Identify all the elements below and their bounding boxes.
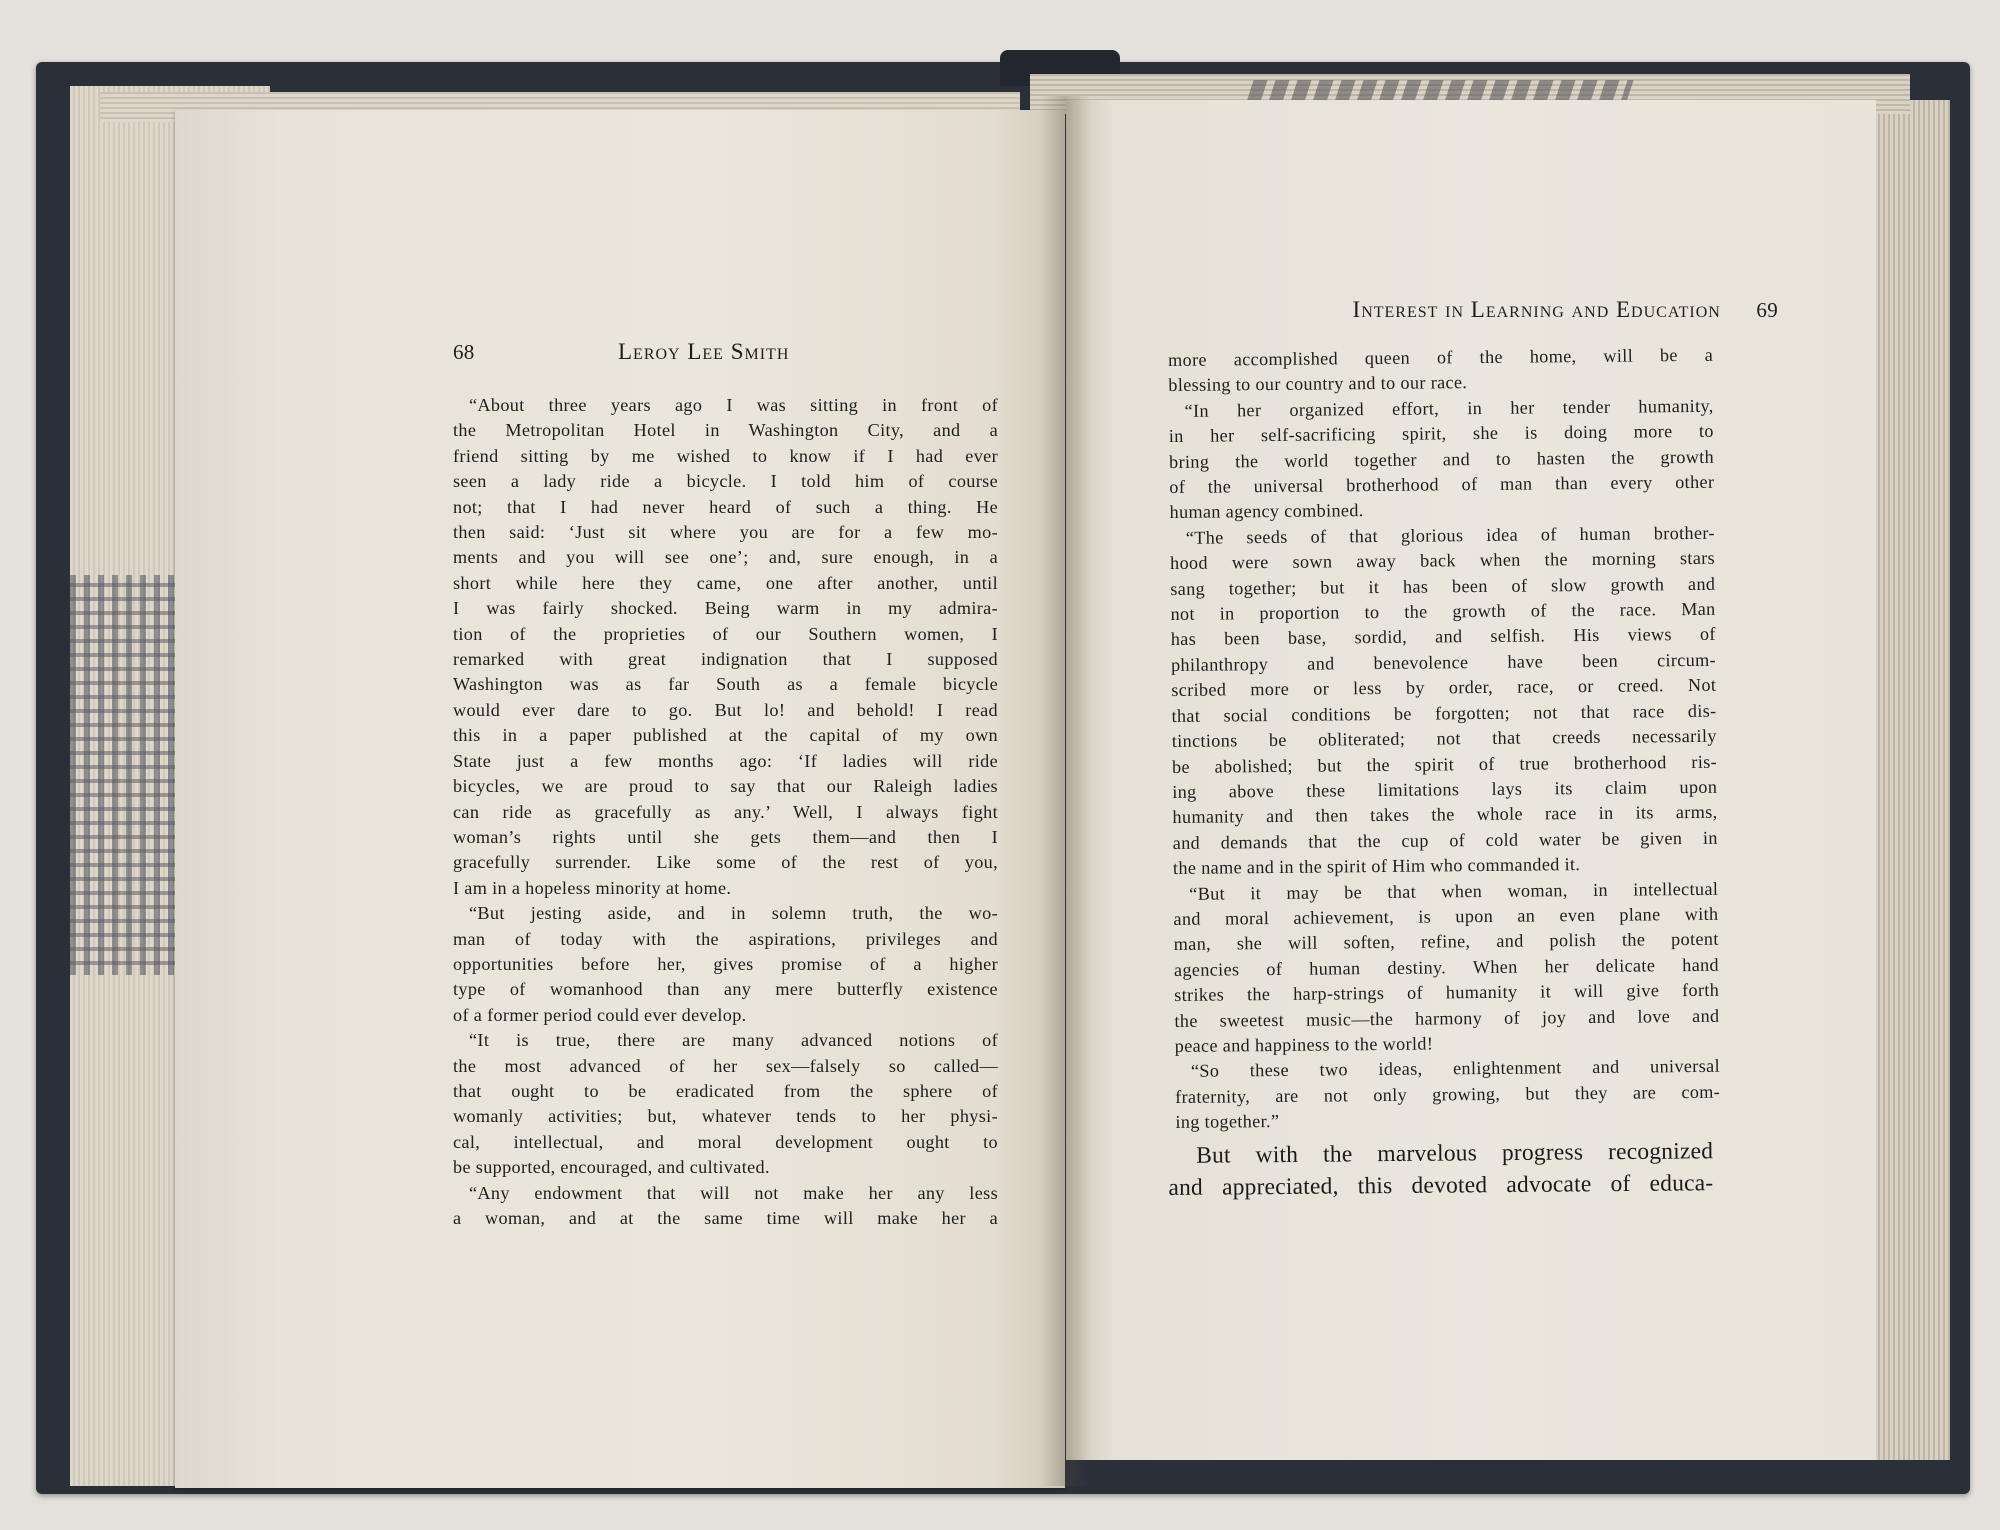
text-line: more accomplished queen of the home, will be a (1168, 344, 1714, 370)
text-line: philanthropy and benevolence have been circum- (1170, 649, 1717, 675)
right-page-number: 69 (1756, 298, 1778, 322)
text-line: then said: ‘Just sit where you are for a few mo- (453, 522, 998, 543)
text-line: “So these two ideas, enlightenment and universal (1190, 1056, 1721, 1082)
text-line: peace and happiness to the world! (1174, 1033, 1434, 1056)
text-line: “But it may be that when woman, in intellectual (1189, 878, 1719, 904)
text-line: and demands that the cup of cold water be given in (1172, 827, 1718, 853)
text-line: not; that I had never heard of such a thing. He (453, 496, 998, 517)
right-running-head: Interest in Learning and Education (1352, 297, 1721, 322)
text-line: and moral achievement, is upon an even plane with (1173, 903, 1719, 929)
text-line: opportunities before her, gives promise of a higher (453, 953, 998, 974)
lead-text-line: and appreciated, this devoted advocate of educa- (1168, 1170, 1714, 1201)
page-edge-marks (70, 575, 180, 975)
text-line: of the universal brotherhood of man than every other (1169, 471, 1715, 498)
right-page-header (1226, 297, 1778, 323)
text-line: fraternity, are not only growing, but they are com- (1175, 1081, 1721, 1107)
text-line: I was fairly shocked. Being warm in my admira- (453, 598, 998, 619)
text-line: bicycles, we are proud to say that our Raleigh ladies (453, 776, 998, 797)
text-line: short while here they came, one after another, until (453, 572, 998, 593)
text-line: hood were sown away back when the morning stars (1169, 548, 1716, 574)
left-page-number: 68 (453, 340, 475, 364)
text-line: friend sitting by me wished to know if I had ever (453, 445, 998, 466)
left-page-body (453, 393, 998, 1231)
text-line: blessing to our country and to our race. (1168, 372, 1468, 396)
text-line: ing together.” (1175, 1111, 1280, 1133)
text-line: bring the world together and to hasten the growth (1168, 446, 1715, 472)
text-line: agencies of human destiny. When her delicate hand (1173, 954, 1720, 980)
text-line: strikes the harp-strings of humanity it will give forth (1174, 979, 1720, 1006)
text-line: man, she will soften, refine, and polish the potent (1173, 929, 1719, 955)
text-line: sang together; but it has been of slow growth and (1170, 573, 1716, 599)
text-line: gracefully surrender. Like some of the rest of you, (453, 852, 998, 873)
right-page-lead-paragraph (1168, 1135, 1714, 1204)
text-line: man of today with the aspirations, privileges and (453, 928, 998, 949)
text-line: human agency combined. (1169, 500, 1364, 523)
text-line: cal, intellectual, and moral development ought to (453, 1131, 998, 1152)
text-line: the name and in the spirit of Him who commanded it. (1172, 854, 1581, 879)
text-line: remarked with great indignation that I supposed (453, 649, 998, 670)
page-edge-stamp (1246, 80, 1633, 102)
text-line: the sweetest music—the harmony of joy and love and (1174, 1005, 1720, 1031)
text-line: “Any endowment that will not make her any less (469, 1182, 998, 1203)
text-line: in her self-sacrificing spirit, she is doing more to (1168, 420, 1714, 447)
text-line: the Metropolitan Hotel in Washington City, and a (453, 420, 998, 441)
book-gutter (1040, 96, 1090, 1486)
text-line: ments and you will see one’; and, sure enough, in a (453, 547, 998, 568)
left-page (175, 110, 1065, 1488)
text-line: seen a lady ride a bicycle. I told him of course (453, 471, 998, 492)
text-line: “About three years ago I was sitting in front of (469, 395, 998, 415)
text-line: that social conditions be forgotten; not that race dis- (1171, 700, 1717, 726)
text-line: would ever dare to go. But lo! and behold! I read (453, 699, 998, 720)
text-line: the most advanced of her sex—falsely so called— (453, 1055, 998, 1076)
text-line: “But jesting aside, and in solemn truth, the wo- (469, 903, 998, 924)
left-page-header (453, 340, 973, 365)
text-line: tinctions be obliterated; not that creeds necessarily (1171, 725, 1717, 752)
text-line: can ride as gracefully as any.’ Well, I always fight (453, 801, 998, 822)
right-page-body (1168, 343, 1721, 1136)
text-line: be supported, encouraged, and cultivated. (453, 1157, 770, 1178)
text-line: womanly activities; but, whatever tends to her physi- (453, 1106, 998, 1127)
text-line: that ought to be eradicated from the sphere of (453, 1080, 998, 1101)
text-line: scribed more or less by order, race, or creed. Not (1171, 675, 1717, 701)
text-line: tion of the proprieties of our Southern women, I (453, 623, 998, 644)
text-line: this in a paper published at the capital of my own (453, 725, 998, 746)
text-line: has been base, sordid, and selfish. His views of (1170, 624, 1716, 650)
text-line: of a former period could ever develop. (453, 1004, 747, 1025)
text-line: not in proportion to the growth of the race. Man (1170, 598, 1716, 625)
text-line: be abolished; but the spirit of true brotherhood ris- (1171, 751, 1718, 777)
text-line: humanity and then takes the whole race in its arms, (1172, 802, 1718, 828)
text-line: ing above these limitations lays its claim upon (1172, 776, 1718, 802)
text-line: a woman, and at the same time will make her a (453, 1208, 998, 1228)
left-running-head: Leroy Lee Smith (618, 339, 790, 364)
lead-text-line: But with the marvelous progress recognized (1196, 1138, 1714, 1169)
text-line: Washington was as far South as a female bicycle (453, 674, 998, 695)
right-page (1066, 100, 1876, 1460)
text-line: “It is true, there are many advanced notions of (469, 1030, 998, 1051)
text-line: I am in a hopeless minority at home. (453, 877, 732, 898)
text-line: “In her organized effort, in her tender humanity, (1184, 395, 1714, 421)
text-line: type of womanhood than any mere butterfly existence (453, 979, 998, 1000)
text-line: “The seeds of that glorious idea of human brother- (1185, 522, 1715, 548)
text-line: woman’s rights until she gets them—and then I (453, 826, 998, 847)
text-line: State just a few months ago: ‘If ladies will ride (453, 750, 998, 771)
